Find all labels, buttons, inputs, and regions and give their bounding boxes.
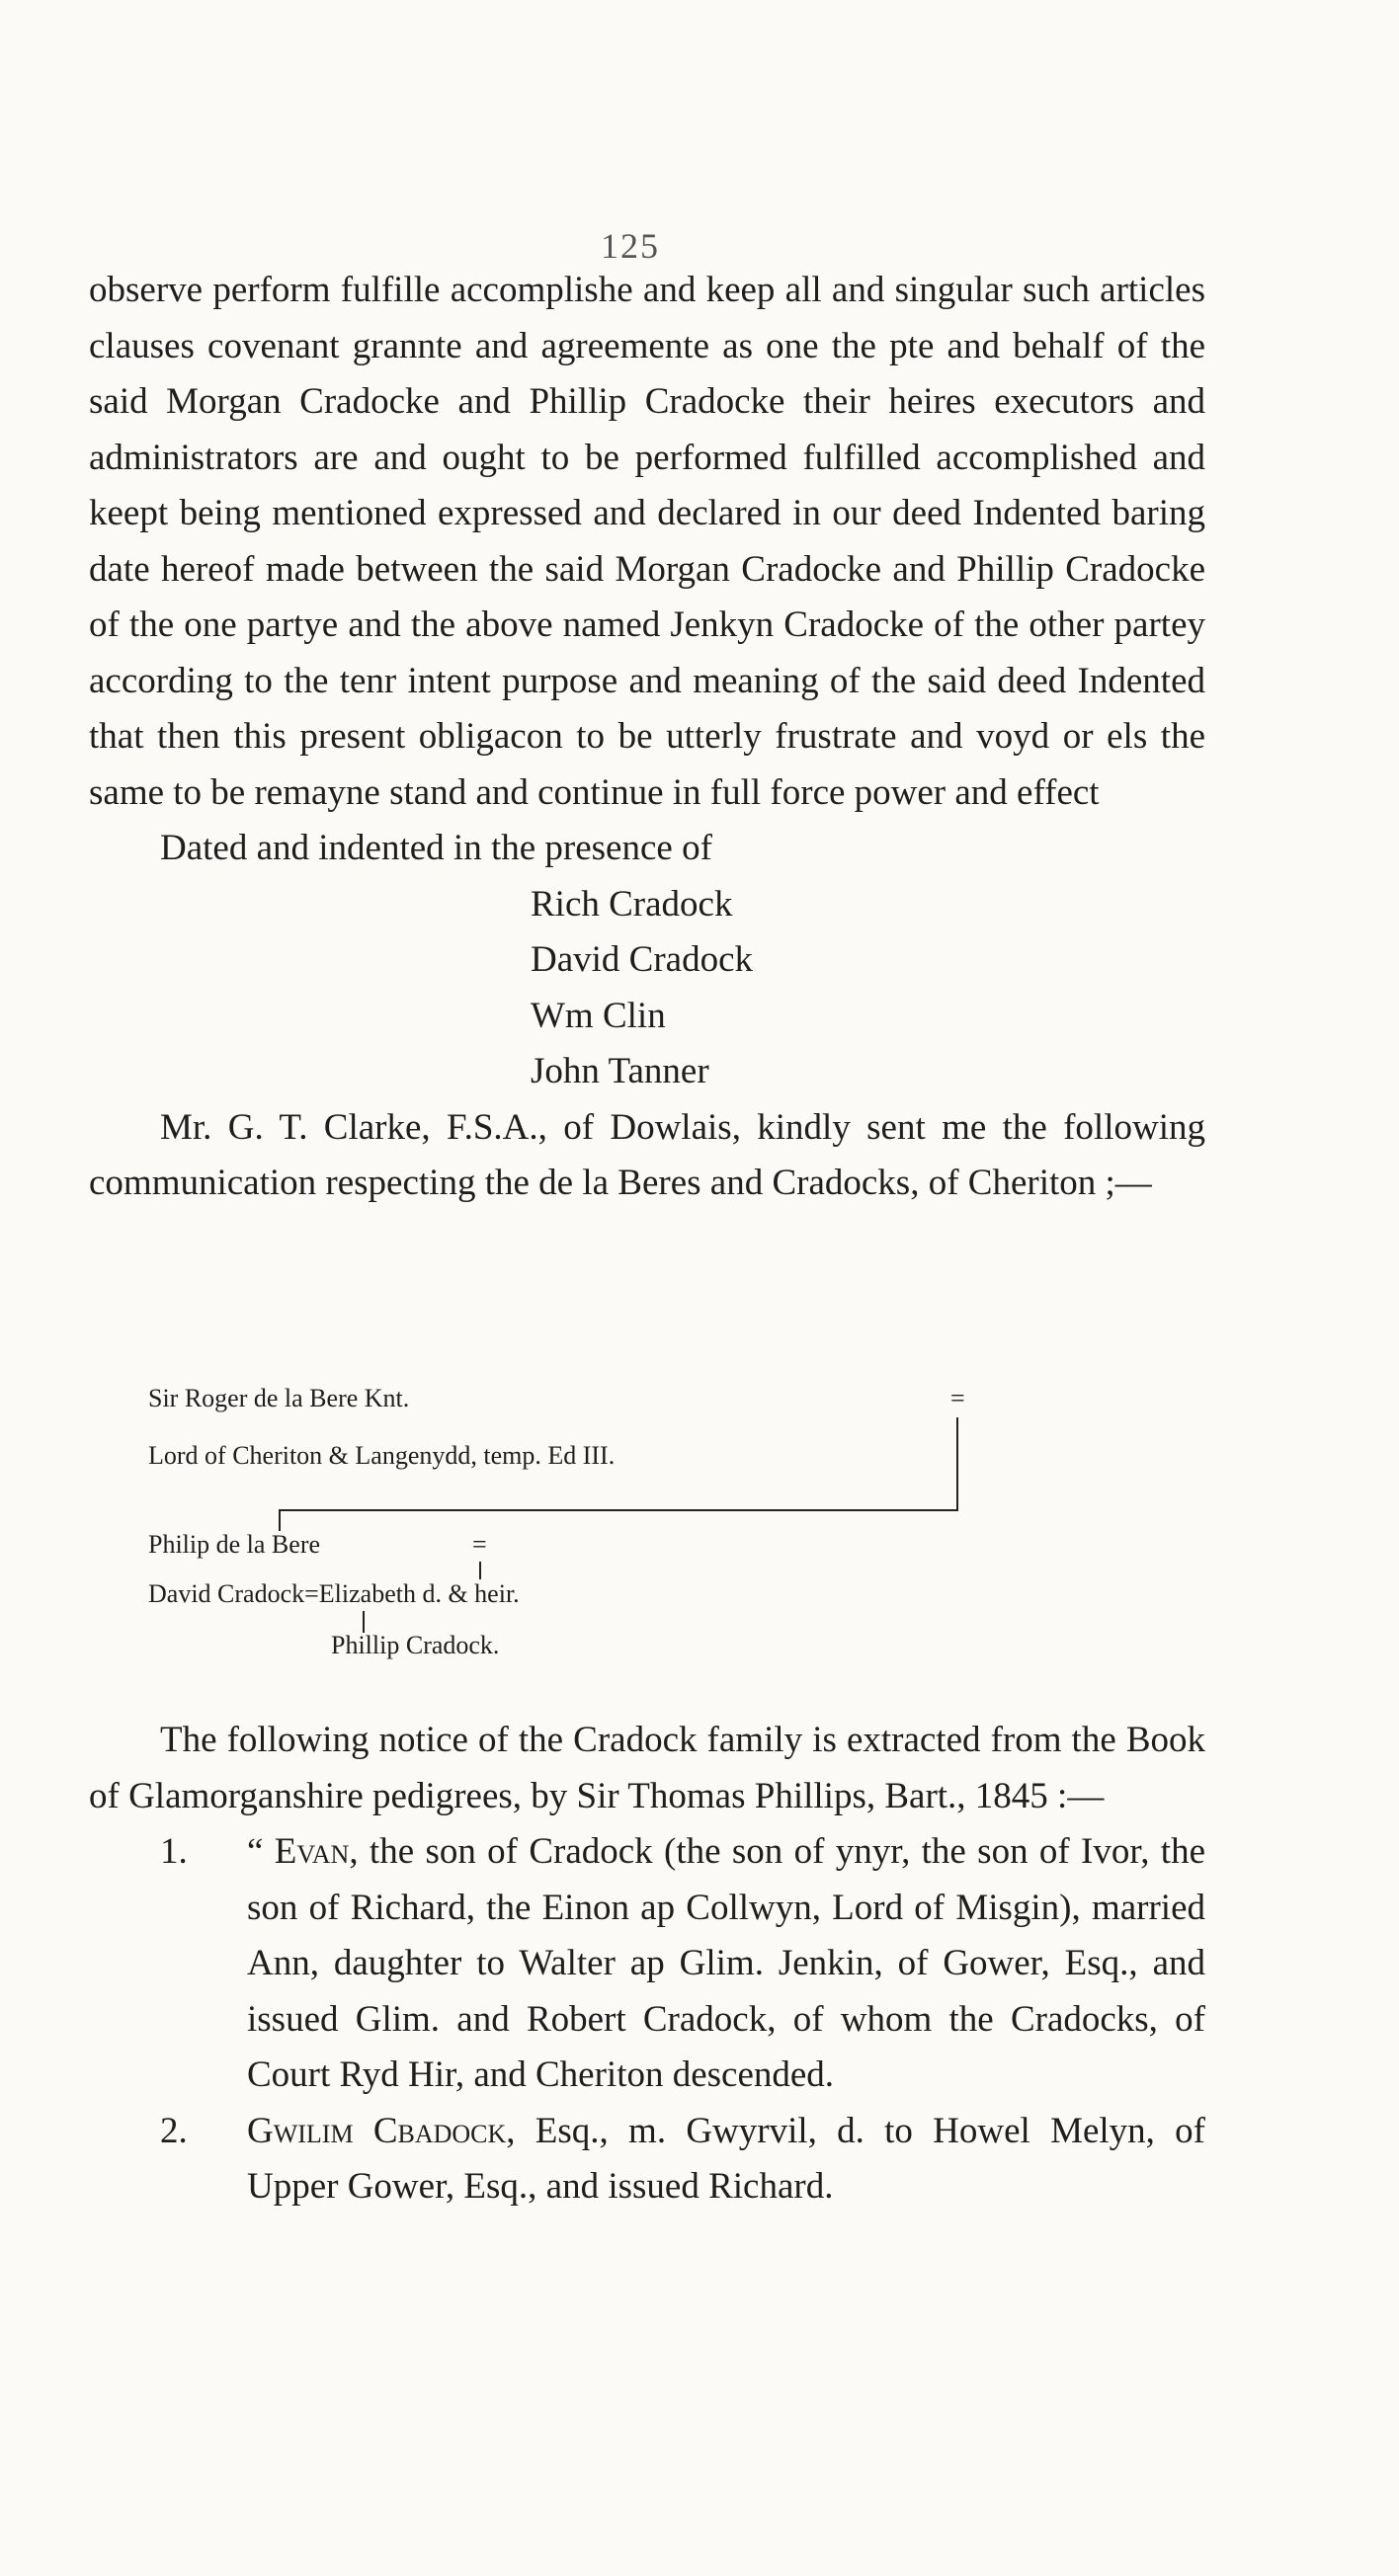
- pedigree-roger: Sir Roger de la Bere Knt.: [148, 1384, 410, 1412]
- dated-line: Dated and indented in the presence of: [160, 828, 712, 868]
- witness-name: David Cradock: [531, 939, 754, 980]
- descent-line: [479, 1562, 481, 1579]
- descent-line: [279, 1509, 281, 1531]
- marriage-sign: =: [950, 1384, 965, 1412]
- paragraph-notice: The following notice of the Cradock family is extracted from the Book of Glamorganshire pedigrees, by Sir Thomas Phillips, Bart., 1845 :—: [89, 1720, 1205, 1816]
- descent-line: [956, 1417, 958, 1510]
- list-text: Esq., m. Gwyrvil, d. to Howel Melyn, of Upper Gower, Esq., and issued Richard.: [247, 2110, 1205, 2207]
- witness-name: John Tanner: [531, 1051, 709, 1091]
- pedigree-philip: Philip de la Bere: [148, 1530, 321, 1559]
- pedigree-david: David Cradock=Elizabeth d. & heir.: [148, 1579, 520, 1608]
- deed-text-block: [89, 263, 1205, 1212]
- list-text: the son of Cradock (the son of ynyr, the son of Ivor, the son of Richard, the Einon ap Collwyn, Lord of Misgin), married Ann, daughter to Walter ap Glim. Jenkin, of Gower, Esq., and issued Glim. and Robert Cradock, of whom the Cradocks, of Court Ryd Hir, and Cheriton descended.: [247, 1831, 1205, 2095]
- list-number: 2.: [160, 2110, 188, 2151]
- pedigree-phillip: Phillip Cradock.: [331, 1631, 500, 1659]
- descent-line: [363, 1611, 365, 1633]
- pedigree-chart: [148, 1384, 1215, 1710]
- paragraph-deed: observe perform fulfille accomplishe and keep all and singular such articles clauses covenant grannte and agreemente as one the pte and behalf of the said Morgan Cradocke and Phillip Cradocke their heires executors and administrators are and ought to be performed fulfilled accomplished and keept being mentioned expressed and declared in our deed Indented baring date hereof made between the said Morgan Cradocke and Phillip Cradocke of the one partye and the above named Jenkyn Cradocke of the other partey according to the tenr intent purpose and meaning of the said deed Indented that then this present obligacon to be utterly frustrate and voyd or els the same to be remayne stand and continue in full force power and effect: [89, 270, 1205, 813]
- witness-name: Wm Clin: [531, 995, 666, 1036]
- pedigree-lord-of-cheriton: Lord of Cheriton & Langenydd, temp. Ed III.: [148, 1441, 616, 1470]
- marriage-sign: =: [472, 1530, 487, 1559]
- list-number: 1.: [160, 1831, 188, 1872]
- page-number: 125: [601, 226, 660, 266]
- paragraph-clarke: Mr. G. T. Clarke, F.S.A., of Dowlais, kindly sent me the following communication respecting the de la Beres and Cradocks, of Cheriton ;—: [89, 1106, 1205, 1203]
- descent-line: [279, 1509, 958, 1511]
- witness-list: [89, 877, 1205, 1100]
- list-lead: Gwilim Cbadock,: [247, 2110, 516, 2151]
- list-item: [89, 1824, 1205, 2104]
- cradock-notice-block: [89, 1713, 1205, 2215]
- list-item: [89, 2104, 1205, 2215]
- list-lead: “ Evan,: [247, 1831, 359, 1872]
- witness-name: Rich Cradock: [531, 883, 733, 925]
